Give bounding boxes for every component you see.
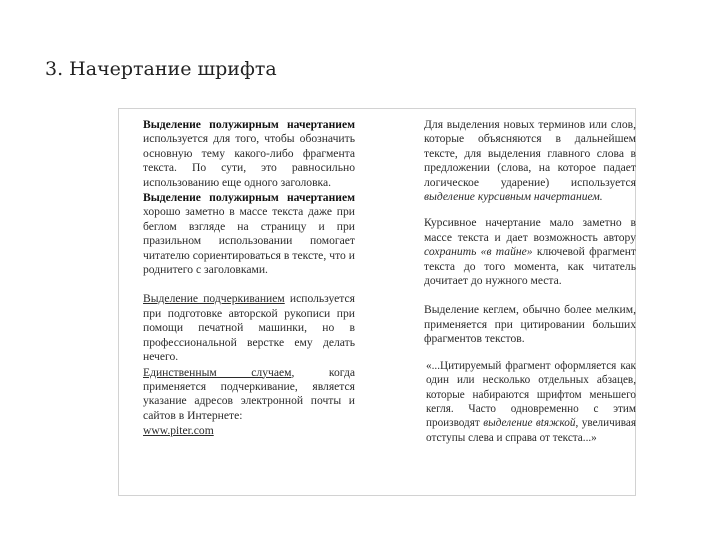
underlined-term: Единственным случаем <box>143 365 292 379</box>
paragraph-text: используется при подготовке авторской рукописи при помощи печатной машинки, но в профессиональной верстке ему делать нечего. <box>143 292 355 364</box>
right-column <box>424 118 636 446</box>
italic-paragraph-1 <box>424 118 636 204</box>
paragraph-text: хорошо заметно в массе текста даже при беглом взгляде на страницу и при празильном использовании помогает читателю сориентироваться в тексте, что и роднитего с заголовками. <box>143 205 355 277</box>
underline-paragraph-2 <box>143 366 355 424</box>
bold-paragraph-1 <box>143 118 355 190</box>
paragraph-text: Для выделения новых терминов или слов, которые объясняются в дальнейшем тексте, для выделения главного слова в предложении (слова, на которое падает логическое ударение) используется <box>424 118 636 189</box>
paragraph-text: Курсивное начертание мало заметно в массе текста и дает возможность автору <box>424 216 636 244</box>
italic-term: выделение курсивным начертанием. <box>424 190 603 204</box>
underlined-term: Выделение подчеркиванием <box>143 292 285 306</box>
bold-paragraph-2 <box>143 191 355 277</box>
underline-paragraph-1 <box>143 292 355 364</box>
url-link[interactable]: www.piter.com <box>143 424 214 438</box>
italic-paragraph-2 <box>424 216 636 288</box>
bold-term: Выделение полужирным начертанием <box>143 191 355 205</box>
left-column <box>143 118 355 440</box>
quote-paragraph <box>424 359 636 445</box>
bold-term: Выделение полужирным начертанием <box>143 118 355 131</box>
quote-text: , увеличивая отступы слева и справа от текста...» <box>426 417 636 444</box>
paragraph-text: , когда применяется подчеркивание, является указание адресов электронной почты и сайтов в Интернете: <box>143 365 355 422</box>
paragraph-text: ключевой фрагмент текста до того момента, как читатель дочитает до нужного места. <box>424 245 636 288</box>
slide-title: 3. Начертание шрифта <box>45 58 277 80</box>
size-paragraph: Выделение кеглем, обычно более мелким, применяется при цитировании больших фрагментов текстов. <box>424 303 636 346</box>
paragraph-text: используется для того, чтобы обозначить основную тему какого-либо фрагмента текста. По сути, это равносильно использованию еще одного заголовка. <box>143 132 355 189</box>
italic-term: сохранить «в тайне» <box>424 245 533 259</box>
quote-text: «...Цитируемый фрагмент оформляется как один или несколько отдельных абзацев, которые набираются шрифтом меньшего кегля. Часто одновременно с этим производят <box>426 359 636 430</box>
url-line <box>143 424 355 438</box>
italic-term: выделение вtяжкой <box>483 417 576 430</box>
